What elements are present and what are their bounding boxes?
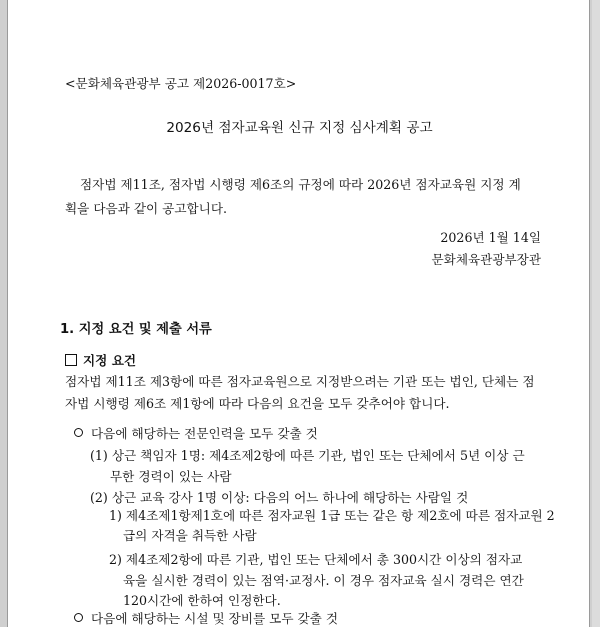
circle-bullet-icon (74, 428, 83, 437)
intro-line-2: 획을 다음과 같이 공고합니다. (65, 201, 227, 216)
item-1-line-1: (1) 상근 책임자 1명: 제4조제2항에 따른 기관, 법인 또는 단체에서 5년 이상 근 (90, 448, 525, 463)
sub-item-2-line-2: 육을 실시한 경력이 있는 점역·교정사. 이 경우 점자교육 실시 경력은 연간 (123, 573, 524, 588)
announcement-date: 2026년 1월 14일 (440, 230, 541, 245)
bullet-facilities (74, 611, 338, 627)
item-2: (2) 상근 교육 강사 1명 이상: 다음의 어느 하나에 해당하는 사람일 것 (90, 490, 469, 505)
bullet-staff (74, 426, 318, 442)
checkbox-square-icon (65, 354, 77, 366)
section-heading: 1. 지정 요건 및 제출 서류 (60, 322, 212, 337)
requirement-para-line-2: 자법 시행령 제6조 제1항에 따라 다음의 요건을 모두 갖추어야 합니다. (65, 396, 450, 411)
issuer: 문화체육관광부장관 (431, 252, 541, 267)
notice-number: <문화체육관광부 공고 제2026-0017호> (65, 76, 297, 91)
document-title: 2026년 점자교육원 신규 지정 심사계획 공고 (166, 120, 433, 136)
circle-bullet-icon (74, 613, 83, 622)
sub-item-2-line-3: 120시간에 한하여 인정한다. (123, 593, 281, 608)
scrollbar[interactable] (592, 0, 600, 627)
requirement-para-line-1: 점자법 제11조 제3항에 따른 점자교육원으로 지정받으려는 기관 또는 법인, 단체는 점 (65, 374, 535, 389)
bullet-facilities-label: 다음에 해당하는 시설 및 장비를 모두 갖출 것 (91, 611, 339, 626)
sub-heading (65, 353, 136, 369)
item-1-line-2: 무한 경력이 있는 사람 (110, 469, 232, 484)
intro-line-1: 점자법 제11조, 점자법 시행령 제6조의 규정에 따라 2026년 점자교육원 지정 계 (80, 177, 521, 192)
document-page (7, 0, 590, 627)
sub-item-2-line-1: 2) 제4조제2항에 따른 기관, 법인 또는 단체에서 총 300시간 이상의 점자교 (109, 552, 523, 567)
sub-item-1-line-2: 급의 자격을 취득한 사람 (123, 528, 257, 543)
bullet-staff-label: 다음에 해당하는 전문인력을 모두 갖출 것 (91, 426, 318, 441)
sub-heading-label: 지정 요건 (83, 353, 137, 368)
sub-item-1-line-1: 1) 제4조제1항제1호에 따른 점자교원 1급 또는 같은 항 제2호에 따른 점자교원 2 (109, 508, 555, 523)
